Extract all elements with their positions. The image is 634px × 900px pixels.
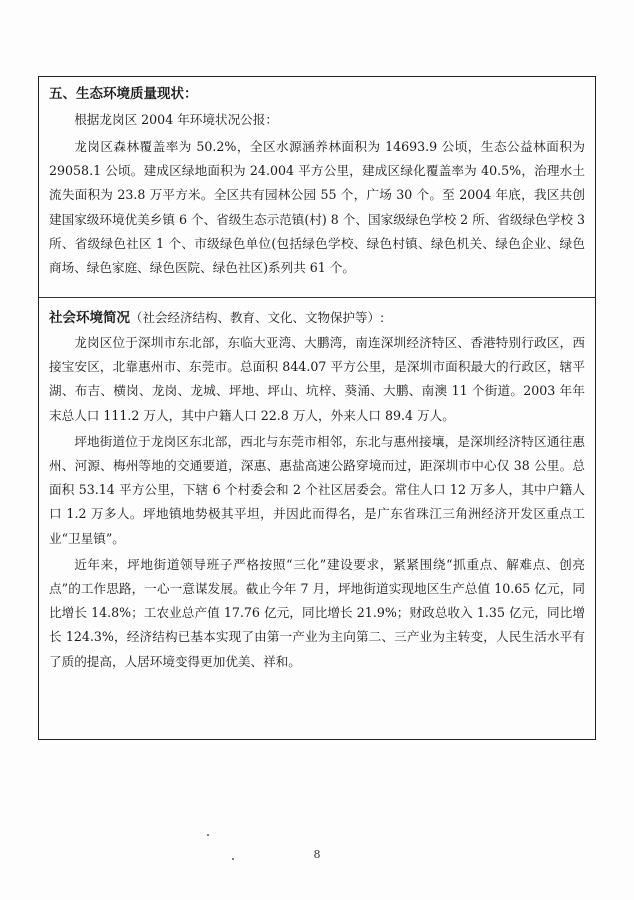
section-intro: 根据龙岗区 2004 年环境状况公报： (74, 112, 278, 127)
social-paragraph-economy: 近年来，坪地街道领导班子严格按照“三化”建设要求，紧紧围绕“抓重点、解难点、创亮点”的工作思路，一心一意谋发展。截止今年 7 月，坪地街道实现地区生产总值 10.65 亿元，同比增长 14.8%；工农业总产值 17.76 亿元，同比增长 21.9%；财政总收入 1.35 亿元，同比增长 124.3%，经济结构已基本实现了由第一产业为主向第二、三产业为主转变，人民生活水平有了质的提高，人居环境变得更加优美、祥和。 (49, 556, 585, 669)
heading-social-title: 社会环境简况 (49, 310, 130, 326)
social-paragraph-district: 龙岗区位于深圳市东北部，东临大亚湾、大鹏湾，南连深圳经济特区、香港特别行政区，西接宝安区，北靠惠州市、东莞市。总面积 844.07 平方公里，是深圳市面积最大的行政区，辖平湖、布吉、横岗、龙岗、龙城、坪地、坪山、坑梓、葵涌、大鹏、南澳 11 个街道。2003 年年末总人口 111.2 万人，其中户籍人口 22.8 万人，外来人口 89.4 万人。 (49, 335, 585, 423)
section-heading-social (49, 305, 585, 331)
section-social-environment (49, 305, 585, 674)
scan-speck (207, 834, 209, 836)
heading-social-note: （社会经济结构、教育、文化、文物保护等）: (130, 310, 385, 325)
section-divider (39, 297, 595, 298)
ecology-paragraph: 龙岗区森林覆盖率为 50.2%，全区水源涵养林面积为 14693.9 公顷，生态公益林面积为 29058.1 公顷。建成区绿地面积为 24.004 平方公里，建成区绿化覆盖率为 40.5%，治理水土流失面积为 23.8 万平方米。全区共有园林公园 55 个，广场 30 个。至 2004 年底，我区共创建国家级环境优美乡镇 6 个、省级生态示范镇(村) 8 个、国家级绿色学校 2 所、省级绿色学校 3 所、省级绿色社区 1 个、市级绿色单位(包括绿色学校、绿色村镇、绿色机关、绿色企业、绿色商场、绿色家庭、绿色医院、绿色社区)系列共 61 个。 (49, 139, 585, 276)
section-ecological-environment (49, 81, 585, 280)
social-paragraph-pingdi: 坪地街道位于龙岗区东北部，西北与东莞市相邻，东北与惠州接壤，是深圳经济特区通往惠州、河源、梅州等地的交通要道，深惠、惠盐高速公路穿境而过，距深圳市中心仅 38 公里。总面积 53.14 平方公里，下辖 6 个村委会和 2 个社区居委会。常住人口 12 万多人，其中户籍人口 1.2 万多人。坪地镇地势极其平坦，并因此而得名，是广东省珠江三角洲经济开发区重点工业“卫星镇”。 (49, 433, 585, 546)
section-heading-ecology: 五、生态环境质量现状： (49, 86, 198, 102)
content-table-frame (38, 76, 596, 740)
page-number: 8 (313, 848, 321, 861)
